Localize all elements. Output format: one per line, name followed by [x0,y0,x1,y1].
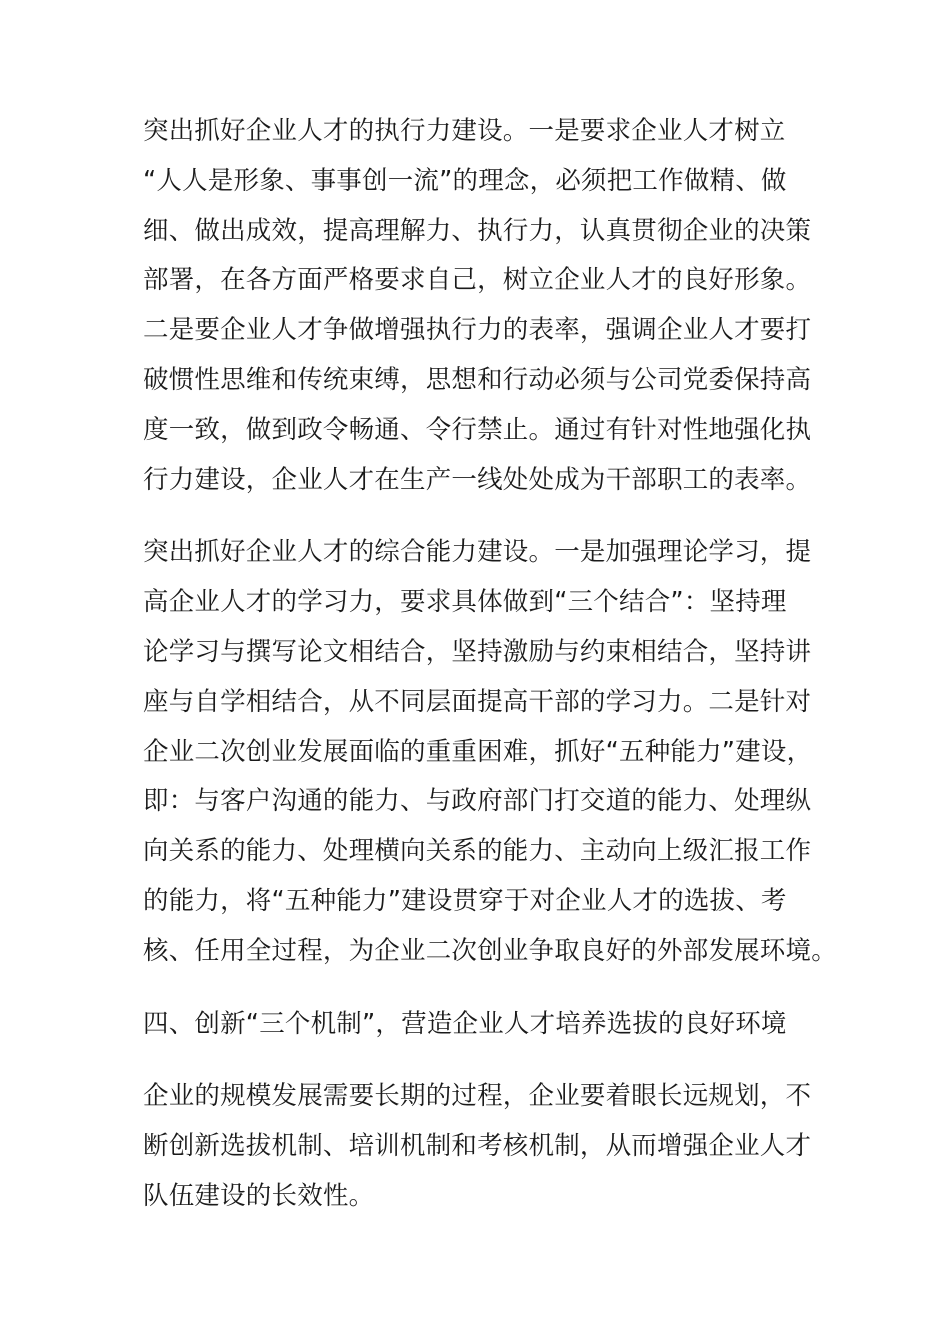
text-line: 二是要企业人才争做增强执行力的表率，强调企业人才要打 [143,315,812,346]
text-line: 论学习与撰写论文相结合，坚持激励与约束相结合，坚持讲 [143,636,812,667]
text-line: 破惯性思维和传统束缚，思想和行动必须与公司党委保持高 [143,364,812,395]
heading-line: 四、创新“三个机制”，营造企业人才培养选拔的良好环境 [143,1008,787,1039]
text-line: 高企业人才的学习力，要求具体做到“三个结合”：坚持理 [143,587,787,618]
text-line: 企业的规模发展需要长期的过程，企业要着眼长远规划，不 [143,1081,812,1112]
paragraph-execution-capability [143,107,811,505]
text-line: “人人是形象、事事创一流”的理念，必须把工作做精、做 [143,165,787,196]
section-heading [143,1000,811,1050]
paragraph-comprehensive-capability [143,528,837,976]
document-body [143,107,837,1222]
text-line: 的能力，将“五种能力”建设贯穿于对企业人才的选拔、考 [143,885,787,916]
text-line: 向关系的能力、处理横向关系的能力、主动向上级汇报工作 [143,836,812,867]
text-line: 企业二次创业发展面临的重重困难，抓好“五种能力”建设， [143,736,813,767]
paragraph-long-term-mechanism [143,1072,811,1221]
text-line: 断创新选拔机制、培训机制和考核机制，从而增强企业人才 [143,1131,812,1162]
text-line: 部署，在各方面严格要求自己，树立企业人才的良好形象。 [143,265,812,296]
text-line: 行力建设，企业人才在生产一线处处成为干部职工的表率。 [143,464,812,495]
text-line: 座与自学相结合，从不同层面提高干部的学习力。二是针对 [143,686,812,717]
text-line: 核、任用全过程，为企业二次创业争取良好的外部发展环境。 [143,935,837,966]
text-line: 突出抓好企业人才的综合能力建设。一是加强理论学习，提 [143,537,812,568]
text-line: 队伍建设的长效性。 [143,1180,375,1211]
text-line: 度一致，做到政令畅通、令行禁止。通过有针对性地强化执 [143,414,812,445]
text-line: 即：与客户沟通的能力、与政府部门打交道的能力、处理纵 [143,786,812,817]
text-line: 突出抓好企业人才的执行力建设。一是要求企业人才树立 [143,116,786,146]
text-line: 细、做出成效，提高理解力、执行力，认真贯彻企业的决策 [143,215,812,246]
